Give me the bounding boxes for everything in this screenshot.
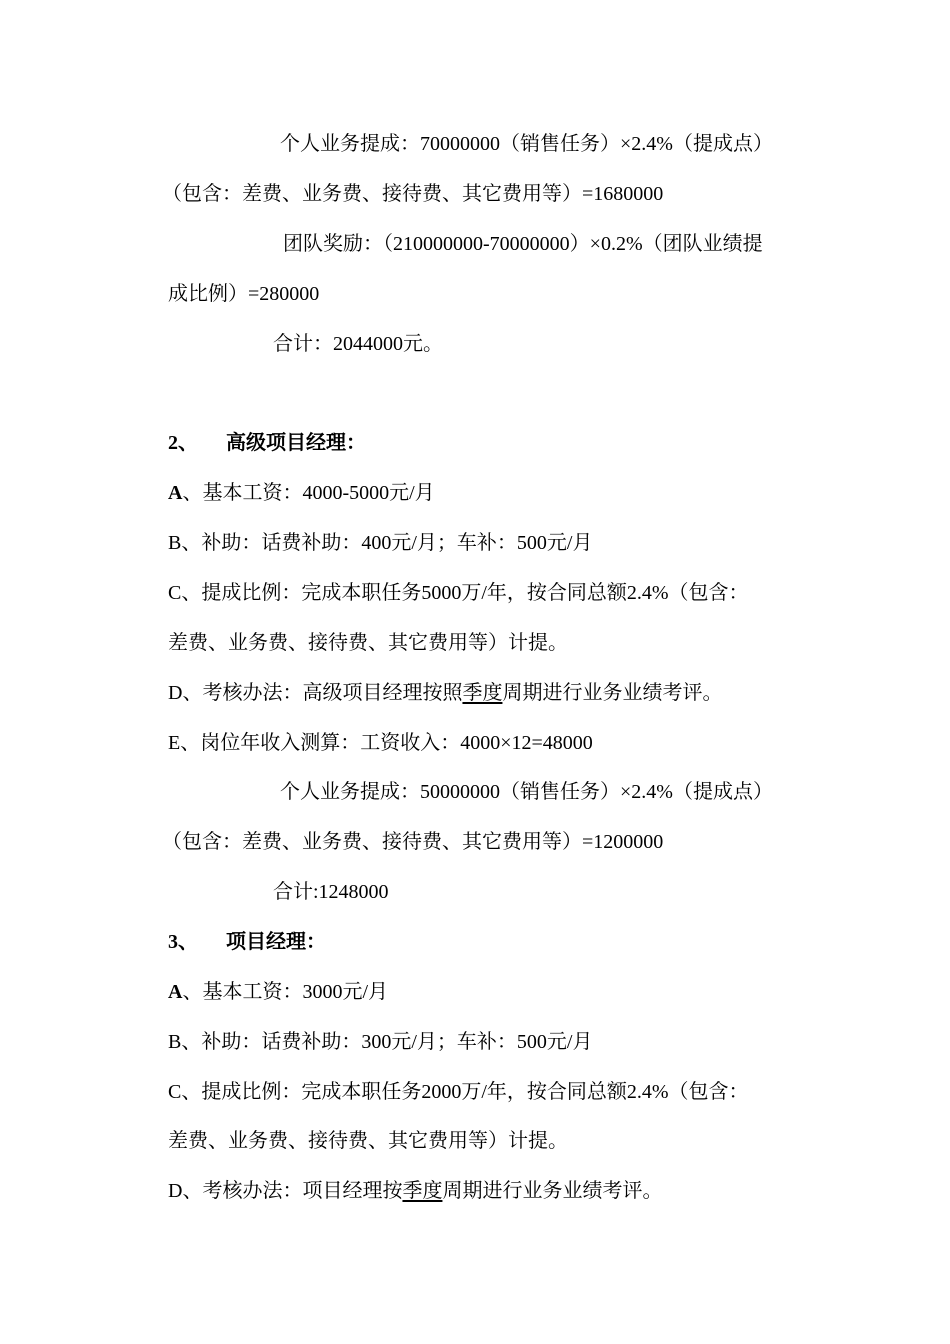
- section2-item-a-label: A: [168, 482, 183, 504]
- section3-item-c-line-1: C、提成比例：完成本职任务2000万/年，按合同总额2.4%（包含：: [168, 1081, 749, 1103]
- section2-item-b: B、补助：话费补助：400元/月；车补：500元/月: [168, 532, 593, 554]
- personal-commission-line-2: （包含：差费、业务费、接待费、其它费用等）=1680000: [162, 183, 664, 205]
- team-bonus-line-1: 团队奖励：（210000000-70000000）×0.2%（团队业绩提: [283, 233, 763, 255]
- section3-number: 3、: [168, 931, 198, 953]
- section3-heading: [168, 927, 326, 957]
- section3-item-b: B、补助：话费补助：300元/月；车补：500元/月: [168, 1031, 593, 1053]
- section2-total: 合计:1248000: [273, 881, 389, 903]
- section3-item-a-label: A: [168, 981, 183, 1003]
- section2-item-c-line-1: C、提成比例：完成本职任务5000万/年，按合同总额2.4%（包含：: [168, 582, 749, 604]
- section2-title: 高级项目经理：: [226, 432, 366, 454]
- section2-item-a: [168, 478, 435, 508]
- section2-number: 2、: [168, 432, 198, 454]
- section3-item-c-line-2: 差费、业务费、接待费、其它费用等）计提。: [168, 1130, 568, 1152]
- section2-item-d: [168, 678, 722, 708]
- section2-item-a-text: 、基本工资：4000-5000元/月: [182, 482, 435, 504]
- section2-item-e: E、岗位年收入测算：工资收入：4000×12=48000: [168, 732, 593, 754]
- section2-heading: [168, 428, 366, 458]
- section3-item-d-underlined: 季度: [402, 1180, 443, 1202]
- team-bonus-line-2: 成比例）=280000: [168, 283, 320, 305]
- section3-item-a: [168, 977, 388, 1007]
- section2-item-d-pre: D、考核办法：高级项目经理按照: [168, 682, 463, 704]
- section2-personal-commission-line-2: （包含：差费、业务费、接待费、其它费用等）=1200000: [162, 831, 664, 853]
- section2-personal-commission-line-1: 个人业务提成：50000000（销售任务）×2.4%（提成点）: [280, 781, 773, 803]
- personal-commission-line-1: 个人业务提成：70000000（销售任务）×2.4%（提成点）: [280, 133, 773, 155]
- section2-item-d-underlined: 季度: [462, 682, 503, 704]
- section3-item-d-pre: D、考核办法：项目经理按: [168, 1180, 403, 1202]
- section1-total: 合计：2044000元。: [273, 333, 443, 355]
- section2-item-d-post: 周期进行业务业绩考评。: [502, 682, 723, 704]
- section3-title: 项目经理：: [226, 931, 326, 953]
- section3-item-a-text: 、基本工资：3000元/月: [182, 981, 389, 1003]
- section3-item-d: [168, 1176, 662, 1206]
- section3-item-d-post: 周期进行业务业绩考评。: [442, 1180, 663, 1202]
- section2-item-c-line-2: 差费、业务费、接待费、其它费用等）计提。: [168, 632, 568, 654]
